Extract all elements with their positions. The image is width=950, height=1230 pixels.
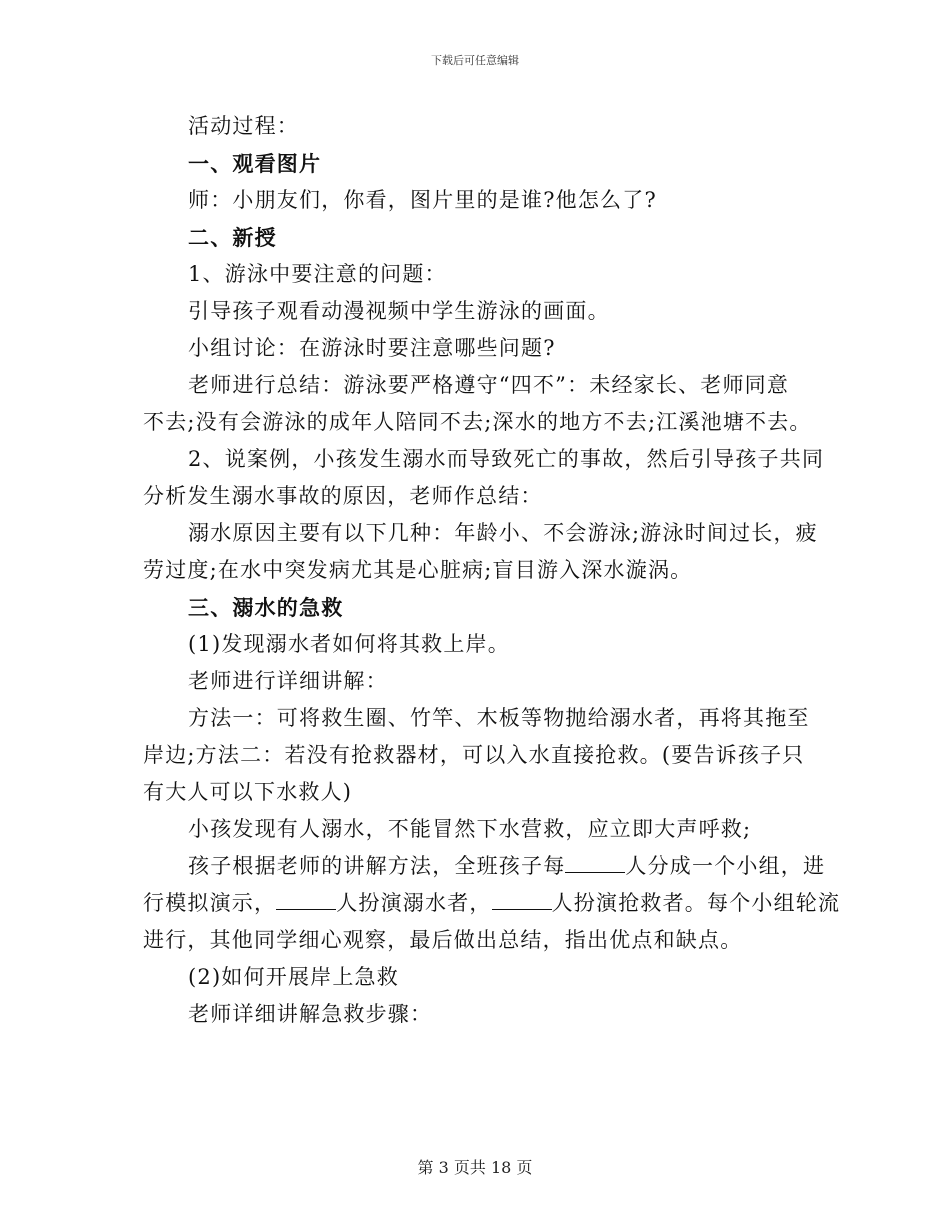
section-heading: 二、新授 bbox=[188, 225, 277, 250]
paragraph-line: 老师详细讲解急救步骤： bbox=[188, 1002, 433, 1026]
page-footer: 第 3 页共 18 页 bbox=[417, 1158, 533, 1177]
paragraph-line: 2、说案例，小孩发生溺水而导致死亡的事故，然后引导孩子共同 bbox=[188, 447, 825, 471]
page-header: 下载后可任意编辑 bbox=[431, 54, 519, 67]
paragraph-line: 溺水原因主要有以下几种：年龄小、不会游泳;游泳时间过长，疲 bbox=[188, 521, 818, 545]
document-body bbox=[143, 108, 841, 1033]
paragraph-line: 老师进行详细讲解： bbox=[188, 669, 388, 693]
fill-in-blank bbox=[492, 889, 552, 910]
section-heading: 一、观看图片 bbox=[188, 151, 322, 176]
text-segment: 孩子根据老师的讲解方法，全班孩子每 bbox=[188, 854, 566, 878]
paragraph-line: 劳过度;在水中突发病尤其是心脏病;盲目游入深水漩涡。 bbox=[143, 558, 693, 582]
text-segment: 人扮演抢救者。每个小组轮流 bbox=[551, 891, 841, 915]
paragraph-line: 小孩发现有人溺水，不能冒然下水营救，应立即大声呼救; bbox=[188, 817, 752, 841]
paragraph-line: (2)如何开展岸上急救 bbox=[188, 965, 399, 989]
paragraph-line: 小组讨论：在游泳时要注意哪些问题? bbox=[188, 336, 556, 360]
paragraph-line: 引导孩子观看动漫视频中学生游泳的画面。 bbox=[188, 299, 610, 323]
paragraph-line: 师：小朋友们，你看，图片里的是谁?他怎么了? bbox=[188, 188, 657, 212]
section-heading: 三、溺水的急救 bbox=[188, 595, 344, 620]
text-segment: 人分成一个小组，进 bbox=[625, 854, 826, 878]
paragraph-line: 1、游泳中要注意的问题： bbox=[188, 262, 447, 286]
paragraph-line: 不去;没有会游泳的成年人陪同不去;深水的地方不去;江溪池塘不去。 bbox=[143, 410, 812, 434]
paragraph-line: 有大人可以下水救人) bbox=[143, 780, 353, 804]
paragraph-line: (1)发现溺水者如何将其救上岸。 bbox=[188, 632, 510, 656]
paragraph-line: 老师进行总结：游泳要严格遵守“四不”：未经家长、老师同意 bbox=[188, 373, 790, 397]
fill-in-blank bbox=[276, 889, 336, 910]
paragraph-line: 活动过程： bbox=[188, 114, 299, 138]
paragraph-line: 进行，其他同学细心观察，最后做出总结，指出优点和缺点。 bbox=[143, 928, 743, 952]
fill-in-blank bbox=[565, 852, 625, 873]
paragraph-line bbox=[143, 848, 826, 885]
paragraph-line: 分析发生溺水事故的原因，老师作总结： bbox=[143, 484, 543, 508]
text-segment: 人扮演溺水者， bbox=[336, 891, 492, 915]
text-segment: 行模拟演示， bbox=[143, 891, 277, 915]
paragraph-line: 岸边;方法二：若没有抢救器材，可以入水直接抢救。(要告诉孩子只 bbox=[143, 743, 805, 767]
paragraph-line: 方法一：可将救生圈、竹竿、木板等物抛给溺水者，再将其拖至 bbox=[188, 706, 810, 730]
paragraph-line bbox=[143, 885, 841, 922]
